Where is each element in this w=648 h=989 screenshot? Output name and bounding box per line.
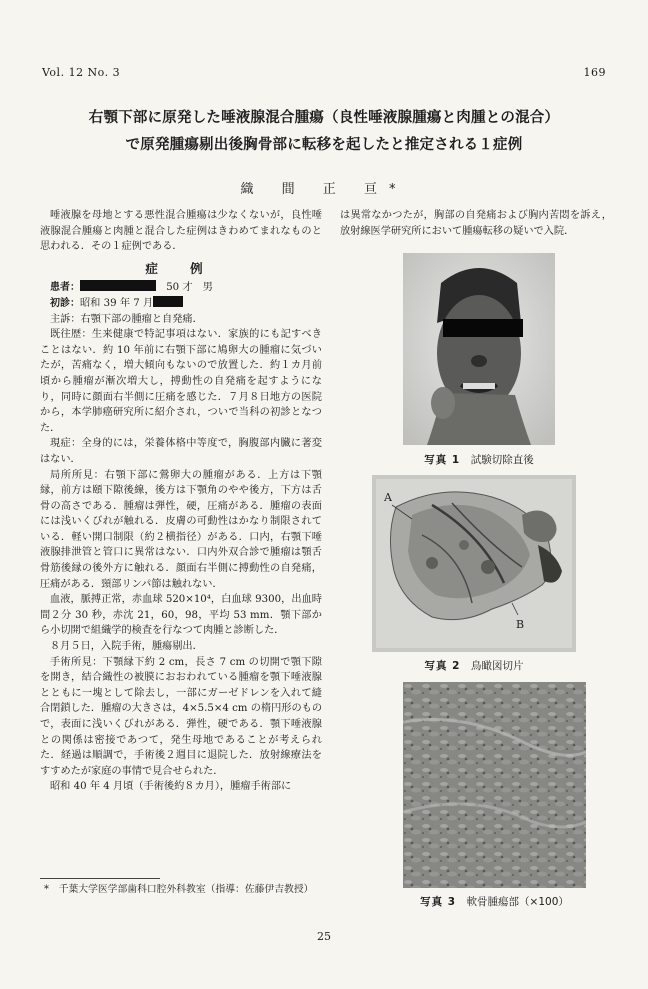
caption-label: 写真 1	[424, 454, 461, 466]
eye-redaction-bar	[443, 319, 523, 337]
followup-line: 昭和 40 年 4 月頃（手術後約８カ月），腫瘤手術部に	[50, 781, 292, 793]
caption-text: 鳥瞰図切片	[470, 660, 524, 672]
title-line-2: で原発腫瘍剔出後胸骨部に転移を起したと推定される１症例	[125, 137, 523, 153]
blood-findings: 血液，脈搏正常，赤血球 520×10⁴，白血球 9300，出血時間２分 30 秒，赤沈 21，60，98，平均 53 mm．顎下部から小切開で組織学的検査を行なつて肉腫と診断した．	[40, 594, 322, 637]
page-number-bottom: 25	[317, 930, 331, 943]
patient-info: 50 才 男	[166, 282, 213, 294]
photo-patient-face	[403, 253, 555, 445]
caption-text: 試験切除直後	[470, 454, 534, 466]
first-visit-label: 初診：	[50, 297, 80, 309]
footnote-rule	[40, 878, 160, 879]
caption-photo-1	[403, 452, 555, 467]
journal-volume: Vol. 12 No. 3	[42, 66, 121, 79]
section-title: 症 例	[145, 260, 217, 276]
first-visit-line	[40, 296, 322, 312]
title-line-1: 右顎下部に原発した唾液腺混合腫瘍（良性唾液腺腫瘍と肉腫との混合）	[88, 110, 560, 126]
surgery-findings: 手術所見：下顎縁下約 2 cm，長さ 7 cm の切開で顎下隙を開き，結合織性の被膜におおわれている腫瘤を顎下唾液腺とともに一塊として除去し，一部にガーゼドレンを入れて縫合閉鎖した．腫瘤の大きさは，4×5.5×4 cm の楕円形のもので，表面に浅いくびれがある．弾性，硬である．顎下唾液腺との関係は密接であつて，発生母地であることが考えられた．経過は順調で，手術後２週目に退院した．放射線療法をすすめたが家庭の事情で見合せられた．	[40, 656, 323, 777]
chief-complaint: 主訴：右顎下部の腫瘤と自発痛．	[50, 313, 203, 325]
caption-photo-3	[403, 894, 586, 909]
local-findings: 局所所見：右顎下部に鶯卵大の腫瘤がある．上方は下顎縁，前方は頤下隙後線，後方は下顎角のやや後方，下方は舌骨の高さである．腫瘤は弾性，硬，圧痛がある．腫瘤の表面には浅いくびれが触れる．皮膚の可動性はかなり制限されている．軽い開口制限（約２横指径）がある．口内，右顎下唾液腺排泄管と管口に異常はない．口内外双合診で腫瘤は顎舌骨筋後縁の後外方に触れる．顔面右半側に搏動性の自発痛，圧痛がある．頸部リンパ節は触れない．	[40, 469, 322, 590]
first-visit-date: 昭和 39 年 7 月	[80, 297, 154, 309]
figure-mark-a: A	[384, 491, 392, 504]
left-column	[40, 208, 322, 795]
page-number-top: 169	[583, 66, 606, 79]
right-column-text	[340, 208, 612, 239]
caption-text: 軟骨腫瘍部（×100）	[466, 896, 569, 908]
photo-micrograph	[403, 682, 586, 888]
photo-tumor-section	[372, 475, 576, 652]
redaction-bar	[153, 296, 183, 307]
right-continuation: は異常なかつたが，胸部の自発痛および胸内苦悶を訴え，放射線医学研究所において腫瘍転移の疑いで入院．	[340, 210, 612, 237]
abstract: 唾液腺を母地とする悪性混合腫瘍は少なくないが，良性唾液腺混合腫瘍と肉腫と混合した症例はきわめてまれなものと思われる．その１症例である．	[40, 210, 322, 253]
caption-label: 写真 2	[424, 660, 461, 672]
present-status: 現症：全身的には，栄養体格中等度で，胸腹部内臓に著変はない．	[40, 438, 322, 465]
caption-photo-2	[372, 658, 576, 673]
admission-line: ８月５日，入院手術，腫瘍剔出．	[50, 641, 203, 653]
redaction-bar	[80, 280, 156, 291]
caption-label: 写真 3	[420, 896, 457, 908]
patient-label: 患者：	[50, 282, 80, 294]
author: 織 間 正 亘*	[240, 182, 408, 197]
footnote: * 千葉大学医学部歯科口腔外科教室（指導：佐藤伊吉教授）	[44, 884, 314, 895]
past-history: 既往歴：生来健康で特記事項はない．家族的にも記すべきことはない．約 10 年前に右顎下部に鳩卵大の腫瘤に気づいたが，苦痛なく，増大傾向もないので放置した．約１カ月前頃から腫瘤が漸次増大し，搏動性の自発痛を起すようになり，同時に顔面右半側に圧痛を感じた．７月８日地方の医院から，本学肺癌研究所に紹介され，ついで当科の初診となつた．	[40, 329, 322, 434]
figure-mark-b: B	[516, 618, 525, 631]
patient-line	[40, 280, 322, 296]
